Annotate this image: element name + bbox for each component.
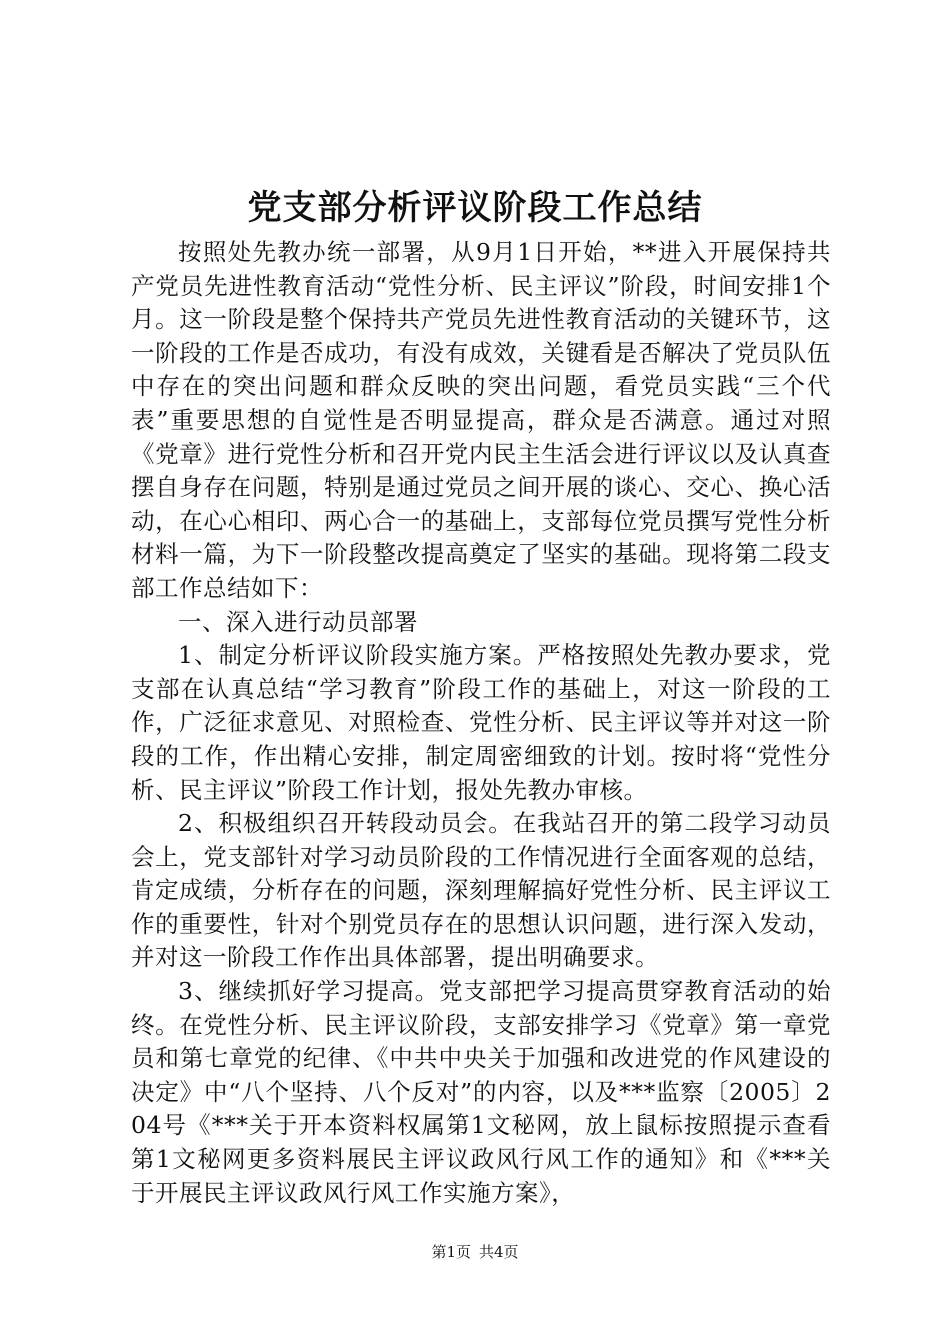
section-heading: 一、深入进行动员部署 [178,607,418,636]
paragraph-item-2: 2、积极组织召开转段动员会。在我站召开的第二段学习动员会上，党支部针对学习动员阶段的工作情况进行全面客观的总结，肯定成绩，分析存在的问题，深刻理解搞好党性分析、民主评议工作的重要性，针对个别党员存在的思想认识问题，进行深入发动，并对这一阶段工作作出具体部署，提出明确要求。 [131,809,831,972]
page-number: 第1页 [431,1243,471,1261]
paragraph-item-3: 3、继续抓好学习提高。党支部把学习提高贯穿教育活动的始终。在党性分析、民主评议阶段，支部安排学习《党章》第一章党员和第七章党的纪律、《中共中央关于加强和改进党的作风建设的决定》中“八个坚持、八个反对”的内容，以及***监察〔2005〕204号《***关于开本资料权属第1文秘网，放上鼠标按照提示查看第1文秘网更多资料展民主评议政风行风工作的通知》和《***关于开展民主评议政风行风工作实施方案》， [131,977,831,1207]
document-body [131,236,831,1210]
page-total: 共4页 [479,1243,519,1261]
page-footer [0,1242,950,1262]
paragraph-item-1: 1、制定分析评议阶段实施方案。严格按照处先教办要求，党支部在认真总结“学习教育”阶段工作的基础上，对这一阶段的工作，广泛征求意见、对照检查、党性分析、民主评议等并对这一阶段的工作，作出精心安排，制定周密细致的计划。按时将“党性分析、民主评议”阶段工作计划，报处先教办审核。 [131,641,831,804]
document-title: 党支部分析评议阶段工作总结 [247,188,703,228]
paragraph-intro: 按照处先教办统一部署，从9月1日开始，**进入开展保持共产党员先进性教育活动“党性分析、民主评议”阶段，时间安排1个月。这一阶段是整个保持共产党员先进性教育活动的关键环节，这一阶段的工作是否成功，有没有成效，关键看是否解决了党员队伍中存在的突出问题和群众反映的突出问题，看党员实践“三个代表”重要思想的自觉性是否明显提高，群众是否满意。通过对照《党章》进行党性分析和召开党内民主生活会进行评议以及认真查摆自身存在问题，特别是通过党员之间开展的谈心、交心、换心活动，在心心相印、两心合一的基础上，支部每位党员撰写党性分析材料一篇，为下一阶段整改提高奠定了坚实的基础。现将第二段支部工作总结如下： [131,238,831,602]
